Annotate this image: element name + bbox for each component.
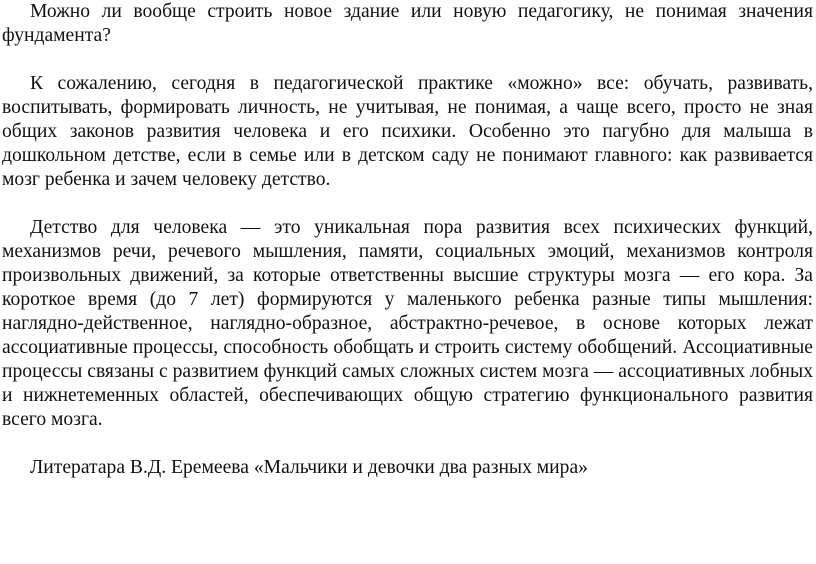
paragraph-pedagogical-practice: К сожалению, сегодня в педагогической практике «можно» все: обучать, развивать, воспитывать, формировать личность, не учитывая, не понимая, а чаще всего, просто не зная общих законов развития человека и его психики. Особенно это пагубно для малыша в дошкольном детстве, если в семье или в детском саду не понимают главного: как развивается мозг ребенка и зачем человеку детство. xyxy=(2,73,813,190)
paragraph-question: Можно ли вообще строить новое здание или новую педагогику, не понимая значения фундамента? xyxy=(2,1,813,46)
paragraph-childhood-development: Детство для человека — это уникальная пора развития всех психических функций, механизмов речи, речевого мышления, памяти, социальных эмоций, механизмов контроля произвольных движений, за которые ответственны высшие структуры мозга — его кора. За короткое время (до 7 лет) формируются у маленького ребенка разные типы мышления: наглядно-действенное, наглядно-образное, абстрактно-речевое, в основе которых лежат ассоциативные процессы, способность обобщать и строить систему обобщений. Ассоциативные процессы связаны с развитием функций самых сложных систем мозга — ассоциативных лобных и нижнетеменных областей, обеспечивающих общую стратегию функционального развития всего мозга. xyxy=(2,217,813,430)
paragraph-literature-reference: Литератара В.Д. Еремеева «Мальчики и девочки два разных мира» xyxy=(30,457,588,478)
